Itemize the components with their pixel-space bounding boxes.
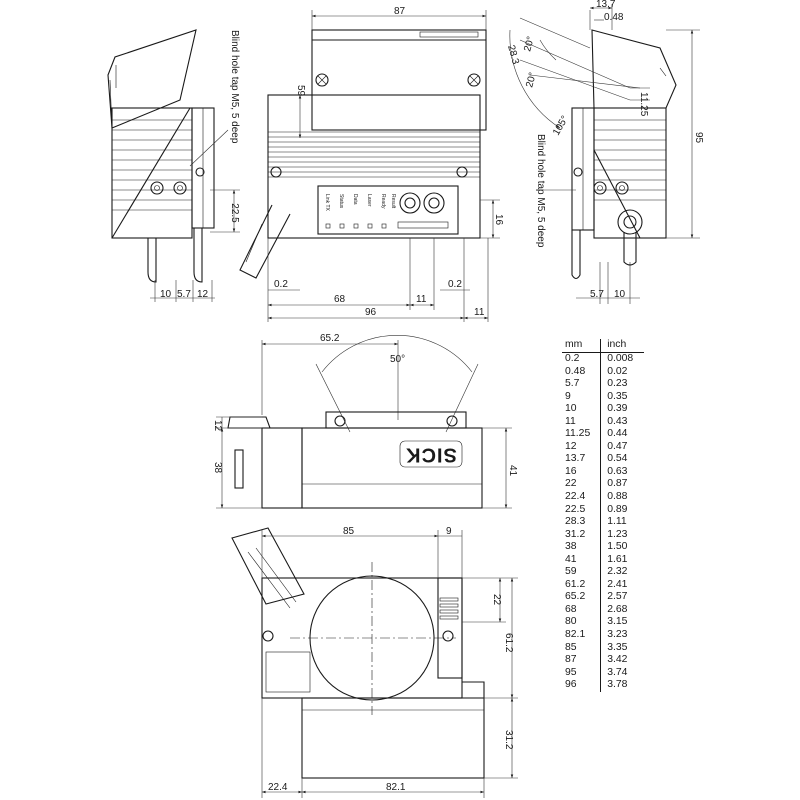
cell-mm: 13.7 <box>562 453 601 466</box>
table-row <box>562 554 644 567</box>
dim-13-7: 13.7 <box>596 0 616 10</box>
cell-inch: 0.008 <box>607 353 634 364</box>
dim-61-2: 61.2 <box>503 633 514 653</box>
table-row <box>562 403 644 416</box>
table-row <box>562 504 644 517</box>
table-row <box>562 353 644 366</box>
label-plate <box>266 652 310 692</box>
table-row <box>562 529 644 542</box>
led-label: Link TX <box>324 194 330 211</box>
table-row <box>562 378 644 391</box>
dim-9: 9 <box>446 526 452 537</box>
side-view-left <box>108 30 240 302</box>
table-body <box>562 353 644 692</box>
cell-inch: 1.23 <box>607 528 628 540</box>
table-row <box>562 642 644 655</box>
table-row <box>562 541 644 554</box>
dim-0-2-right: 0.2 <box>448 279 462 290</box>
led-label: Laser <box>366 194 372 207</box>
cell-inch: 0.02 <box>607 365 628 377</box>
table-row <box>562 604 644 617</box>
dim-41: 41 <box>507 465 518 477</box>
cell-mm: 28.3 <box>562 516 601 529</box>
cell-mm: 5.7 <box>562 378 601 391</box>
blind-hole-label-right: Blind hole tap M5, 5 deep <box>535 134 546 248</box>
cell-mm: 82.1 <box>562 629 601 642</box>
screw-icon <box>263 631 273 641</box>
cell-mm: 95 <box>562 667 601 680</box>
cell-inch: 2.68 <box>607 603 628 615</box>
cell-inch: 0.39 <box>607 403 628 415</box>
cell-mm: 59 <box>562 566 601 579</box>
connector-icon <box>424 193 444 213</box>
blind-hole-label-left: Blind hole tap M5, 5 deep <box>229 30 240 144</box>
led-labels <box>324 194 396 212</box>
side-view-right <box>505 0 704 304</box>
table-row <box>562 391 644 404</box>
dim-11-25: 11.25 <box>638 92 649 117</box>
cell-inch: 1.11 <box>607 516 627 528</box>
cell-mm: 22 <box>562 478 601 491</box>
dim-0-2-left: 0.2 <box>274 279 288 290</box>
cell-mm: 41 <box>562 554 601 567</box>
dim-50-deg: 50° <box>390 354 406 365</box>
dim-28-3: 28.3 <box>505 43 521 66</box>
dim-95: 95 <box>693 132 704 144</box>
cell-mm: 80 <box>562 616 601 629</box>
header-inch: inch <box>601 339 644 353</box>
cell-mm: 11 <box>562 416 601 429</box>
dim-11-b: 11 <box>474 307 485 318</box>
cell-mm: 65.2 <box>562 591 601 604</box>
cell-inch: 1.61 <box>607 553 628 565</box>
table-row <box>562 416 644 429</box>
cell-mm: 9 <box>562 391 601 404</box>
cell-inch: 0.35 <box>607 390 628 402</box>
screw-icon <box>443 631 453 641</box>
cell-mm: 10 <box>562 403 601 416</box>
dim-85: 85 <box>343 526 355 537</box>
dim-10-right: 10 <box>614 289 626 300</box>
vent-slots <box>440 598 458 619</box>
table-row <box>562 441 644 454</box>
dim-10-left: 10 <box>160 289 172 300</box>
cell-inch: 0.23 <box>607 378 628 390</box>
table-row <box>562 654 644 667</box>
led-label: Result <box>390 194 396 209</box>
table-row <box>562 491 644 504</box>
cell-inch: 3.35 <box>607 641 628 653</box>
dim-68: 68 <box>334 294 346 305</box>
led-label: Data <box>352 194 358 205</box>
cell-inch: 3.78 <box>607 679 628 691</box>
table-row <box>562 428 644 441</box>
dim-16: 16 <box>493 214 504 226</box>
cell-mm: 0.48 <box>562 366 601 379</box>
connector-icon <box>618 210 642 234</box>
cell-mm: 22.5 <box>562 504 601 517</box>
cell-inch: 0.43 <box>607 415 628 427</box>
cell-inch: 3.23 <box>607 629 628 641</box>
dim-22-4: 22.4 <box>268 782 288 793</box>
cell-mm: 68 <box>562 604 601 617</box>
table-row <box>562 516 644 529</box>
table-row <box>562 629 644 642</box>
cell-mm: 96 <box>562 679 601 692</box>
cell-mm: 0.2 <box>562 353 601 366</box>
table-row <box>562 466 644 479</box>
conversion-table <box>562 339 644 692</box>
cell-inch: 0.54 <box>607 453 628 465</box>
cell-inch: 0.47 <box>607 440 628 452</box>
dim-22-5: 22.5 <box>229 203 240 223</box>
sick-logo: SICK <box>405 443 457 466</box>
table-row <box>562 366 644 379</box>
cell-mm: 87 <box>562 654 601 667</box>
dim-22: 22 <box>491 594 502 606</box>
table-row <box>562 453 644 466</box>
led-label: Ready <box>380 194 386 209</box>
cell-mm: 85 <box>562 642 601 655</box>
table-row <box>562 566 644 579</box>
led-label: Status <box>338 194 344 209</box>
bottom-view <box>232 526 518 798</box>
dim-5-7-left: 5.7 <box>177 289 191 300</box>
dim-31-2: 31.2 <box>503 730 514 750</box>
cell-mm: 12 <box>562 441 601 454</box>
cell-inch: 3.42 <box>607 654 628 666</box>
led-indicators <box>326 224 386 228</box>
screw-icon <box>616 182 628 194</box>
dim-65-2: 65.2 <box>320 333 340 344</box>
dim-20-b: 20° <box>524 71 539 89</box>
cell-inch: 3.15 <box>607 616 628 628</box>
cell-inch: 0.89 <box>607 503 628 515</box>
cell-inch: 2.32 <box>607 566 628 578</box>
dim-12-left: 12 <box>197 289 209 300</box>
cell-mm: 11.25 <box>562 428 601 441</box>
table-row <box>562 478 644 491</box>
table-row <box>562 591 644 604</box>
dim-20-a: 20° <box>522 35 537 53</box>
cell-mm: 38 <box>562 541 601 554</box>
cell-inch: 2.57 <box>607 591 628 603</box>
front-view-top <box>240 6 504 322</box>
cooling-fins-right <box>594 120 666 200</box>
dim-105: 105° <box>551 114 571 138</box>
cell-mm: 61.2 <box>562 579 601 592</box>
dim-87: 87 <box>394 6 406 17</box>
screw-icon <box>174 182 186 194</box>
side-view-middle <box>212 333 518 508</box>
cell-inch: 0.87 <box>607 478 628 490</box>
cell-inch: 0.44 <box>607 428 628 440</box>
dim-5-7-right: 5.7 <box>590 289 604 300</box>
dim-12: 12 <box>212 420 223 432</box>
cell-inch: 1.50 <box>607 541 628 553</box>
cell-inch: 0.88 <box>607 491 628 503</box>
screw-icon <box>594 182 606 194</box>
dim-0-48: 0.48 <box>604 12 624 23</box>
cell-mm: 31.2 <box>562 529 601 542</box>
cell-inch: 0.63 <box>607 465 628 477</box>
dim-59: 59 <box>295 85 306 97</box>
table-row <box>562 579 644 592</box>
connector-icon <box>400 193 420 213</box>
dim-38: 38 <box>212 462 223 474</box>
cell-mm: 16 <box>562 466 601 479</box>
table-row <box>562 616 644 629</box>
housing-fins <box>268 132 480 177</box>
cell-inch: 2.41 <box>607 578 628 590</box>
dim-96: 96 <box>365 307 377 318</box>
table-header-row <box>562 339 644 353</box>
table-row <box>562 679 644 692</box>
table-row <box>562 667 644 680</box>
cooling-fins-left <box>112 120 192 210</box>
screw-icon <box>151 182 163 194</box>
dim-82-1: 82.1 <box>386 782 406 793</box>
dim-11-a: 11 <box>416 294 427 305</box>
header-mm: mm <box>562 339 601 353</box>
cell-inch: 3.74 <box>607 666 628 678</box>
cell-mm: 22.4 <box>562 491 601 504</box>
